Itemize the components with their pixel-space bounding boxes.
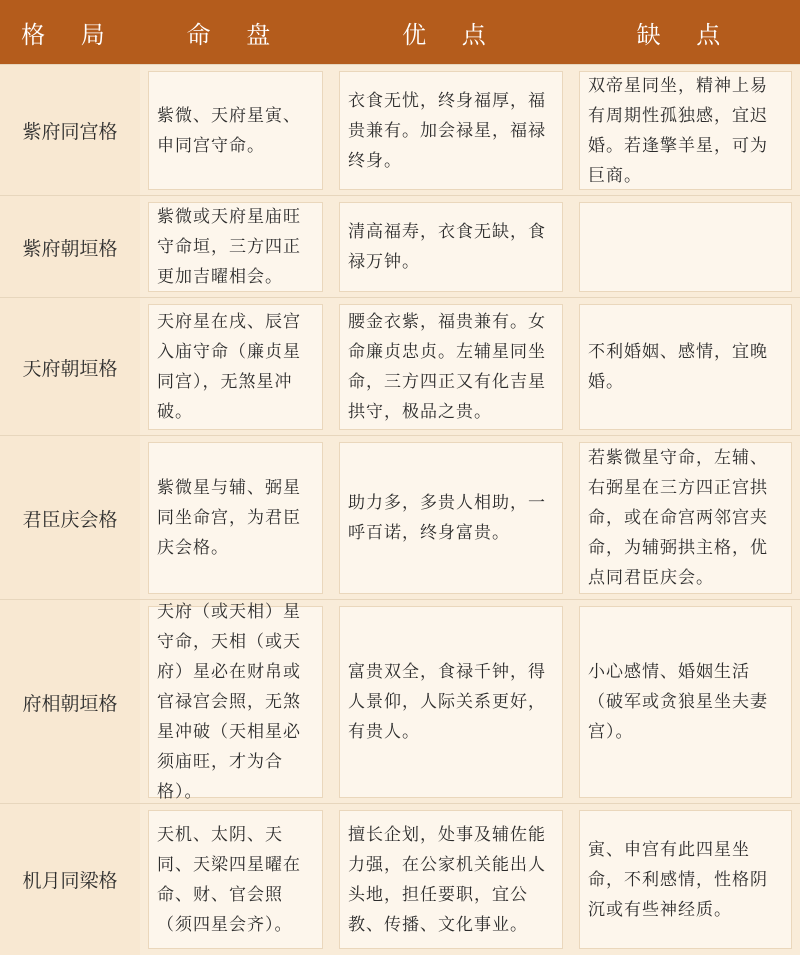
chart-text: 天府星在戌、辰宫入庙守命（廉贞星同宫），无煞星冲破。 — [157, 312, 301, 422]
pros-text: 清高福寿，衣食无缺，食禄万钟。 — [348, 222, 546, 272]
chart-text: 天府（或天相）星守命，天相（或天府）星必在财帛或官禄宫会照，无煞星冲破（天相星必须庙旺，才为合格）。 — [157, 602, 301, 802]
table-row — [0, 64, 800, 196]
pros-cell — [331, 298, 571, 436]
pattern-name: 天府朝垣格 — [22, 357, 118, 380]
cons-text: 若紫微星守命，左辅、右弼星在三方四正宫拱命，或在命宫两邻宫夹命，为辅弼拱主格，优点同君臣庆会。 — [588, 448, 768, 588]
chart-cell — [140, 196, 331, 298]
pros-text: 衣食无忧，终身福厚，福贵兼有。加会禄星，福禄终身。 — [348, 90, 546, 171]
pros-text: 擅长企划，处事及辅佐能力强，在公家机关能出人头地，担任要职，宜公教、传播、文化事业。 — [348, 824, 546, 935]
pattern-cell — [0, 804, 140, 955]
cons-cell — [571, 298, 800, 436]
cons-text: 不利婚姻、感情，宜晚婚。 — [588, 342, 768, 392]
chart-cell — [140, 436, 331, 600]
pattern-name: 府相朝垣格 — [22, 692, 118, 715]
cons-text: 小心感情、婚姻生活（破军或贪狼星坐夫妻宫）。 — [588, 662, 768, 742]
chart-cell — [140, 298, 331, 436]
pros-cell — [331, 436, 571, 600]
header-cons: 缺 点 — [636, 20, 735, 49]
table-row — [0, 297, 800, 436]
table-row — [0, 195, 800, 298]
cons-text: 寅、申宫有此四星坐命，不利感情，性格阴沉或有些神经质。 — [588, 839, 768, 920]
pros-cell — [331, 65, 571, 196]
chart-cell — [140, 804, 331, 955]
pattern-name: 机月同梁格 — [22, 870, 118, 892]
header-pattern: 格 局 — [21, 20, 119, 49]
pros-cell — [331, 196, 571, 298]
pros-text: 腰金衣紫，福贵兼有。女命廉贞忠贞。左辅星同坐命，三方四正又有化吉星拱守，极品之贵。 — [348, 312, 546, 422]
chart-cell — [140, 600, 331, 804]
cons-cell — [571, 196, 800, 298]
cons-text: 双帝星同坐，精神上易有周期性孤独感，宜迟婚。若逢擎羊星，可为巨商。 — [588, 75, 768, 186]
cons-cell — [571, 65, 800, 196]
table-row — [0, 599, 800, 804]
pattern-cell — [0, 600, 140, 804]
header-chart: 命 盘 — [186, 20, 285, 49]
pros-cell — [331, 804, 571, 955]
table-row — [0, 803, 800, 955]
chart-text: 紫微、天府星寅、申同宫守命。 — [157, 105, 301, 156]
chart-text: 天机、太阴、天同、天梁四星曜在命、财、官会照（须四星会齐）。 — [157, 824, 301, 935]
pattern-name: 紫府同宫格 — [22, 121, 118, 143]
pattern-cell — [0, 196, 140, 298]
pros-cell — [331, 600, 571, 804]
header-pros: 优 点 — [402, 20, 500, 49]
table-row — [0, 435, 800, 600]
pattern-name: 君臣庆会格 — [22, 508, 118, 531]
chart-text: 紫微或天府星庙旺守命垣，三方四正更加吉曜相会。 — [157, 207, 301, 287]
cons-cell — [571, 600, 800, 804]
pattern-name: 紫府朝垣格 — [22, 237, 118, 260]
cons-cell — [571, 436, 800, 600]
pros-text: 助力多，多贵人相助，一呼百诺，终身富贵。 — [348, 493, 546, 543]
chart-text: 紫微星与辅、弼星同坐命宫，为君臣庆会格。 — [157, 478, 301, 558]
pattern-cell — [0, 65, 140, 196]
pattern-cell — [0, 436, 140, 600]
table-header — [0, 0, 800, 64]
pros-text: 富贵双全，食禄千钟，得人景仰，人际关系更好，有贵人。 — [348, 662, 546, 742]
pattern-cell — [0, 298, 140, 436]
cons-cell — [571, 804, 800, 955]
chart-cell — [140, 65, 331, 196]
